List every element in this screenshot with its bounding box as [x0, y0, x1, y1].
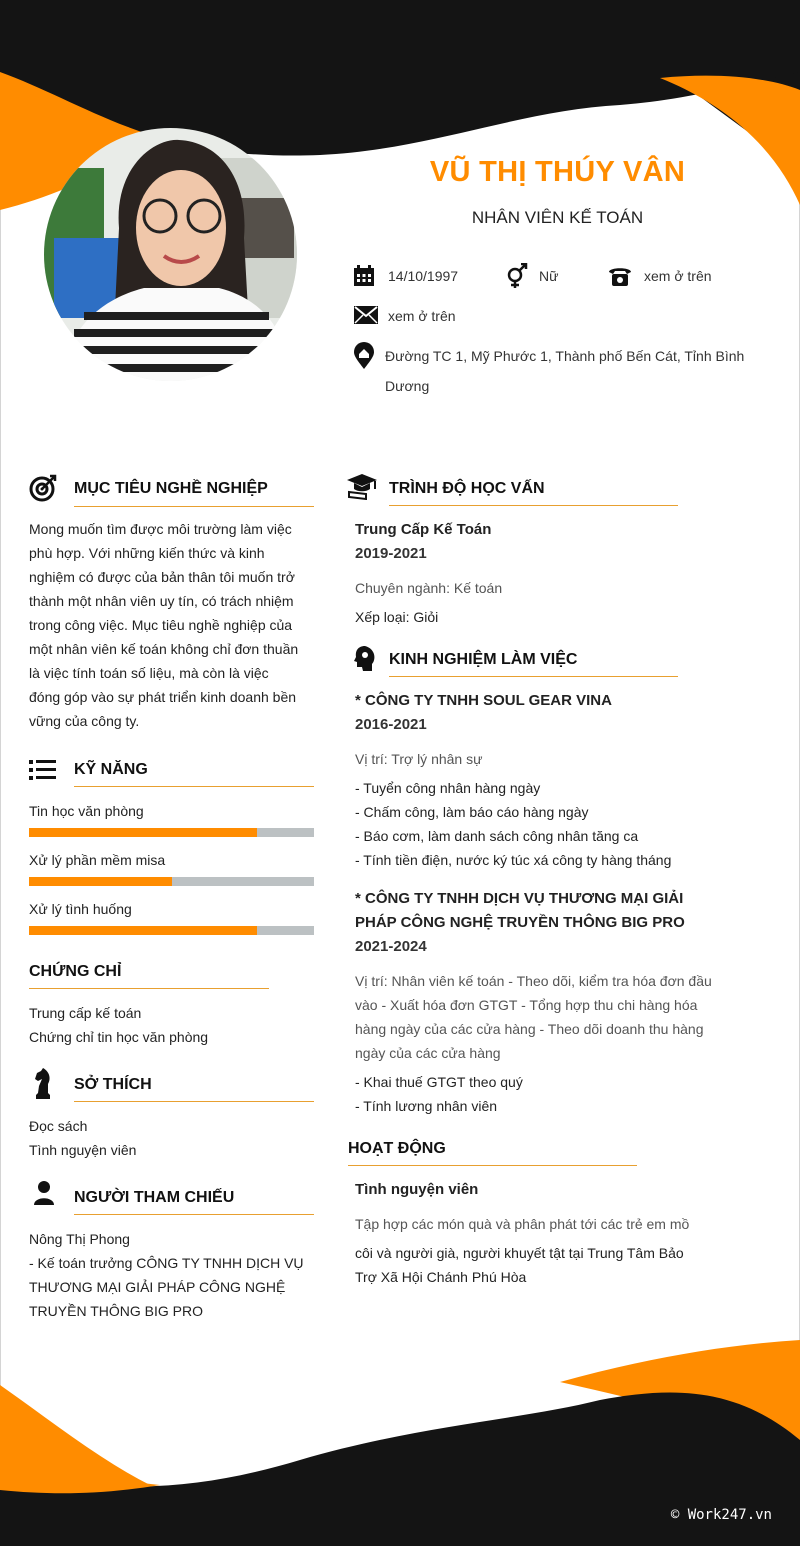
list-icon	[29, 759, 56, 781]
certificate-item: Chứng chỉ tin học văn phòng	[29, 1029, 209, 1045]
address-line-2: Dương	[385, 378, 430, 394]
phone: xem ở trên	[644, 268, 712, 284]
experience-heading: KINH NGHIỆM LÀM VIỆC	[389, 651, 578, 668]
activity-title: Tình nguyện viên	[355, 1181, 479, 1198]
education-major: Chuyên ngành: Kế toán	[355, 580, 503, 596]
education-years: 2019-2021	[355, 545, 427, 562]
person-icon	[33, 1180, 55, 1206]
gender: Nữ	[539, 268, 559, 284]
certificate-item: Trung cấp kế toán	[29, 1005, 142, 1021]
skill-bar-fill	[29, 877, 172, 886]
calendar-icon	[353, 265, 375, 287]
job-title: NHÂN VIÊN KẾ TOÁN	[471, 208, 644, 227]
email-icon	[354, 306, 378, 324]
birthdate: 14/10/1997	[388, 268, 459, 284]
skill-bar-fill	[29, 828, 257, 837]
references-underline	[74, 1214, 314, 1215]
profile-photo	[44, 128, 297, 381]
hobbies-underline	[74, 1101, 314, 1102]
job-position: Vị trí: Nhân viên kế toán - Theo dõi, kiểm tra hóa đơn đầu vào - Xuất hóa đơn GTGT - Tổng hợp thu chi hàng hóa hàng ngày của các cửa hàng - Theo dõi doanh thu hàng ngày của các cửa hàng	[355, 973, 712, 1061]
objective-heading: MỤC TIÊU NGHỀ NGHIỆP	[74, 480, 268, 497]
gender-icon	[505, 263, 529, 289]
activity-description-3: Trợ Xã Hội Chánh Phú Hòa	[355, 1269, 527, 1285]
address-line-1: Đường TC 1, Mỹ Phước 1, Thành phố Bến Cát, Tỉnh Bình	[385, 348, 745, 364]
chess-knight-icon	[33, 1067, 53, 1100]
reference-details: Nông Thị Phong - Kế toán trưởng CÔNG TY TNHH DỊCH VỤ THƯƠNG MẠI GIẢI PHÁP CÔNG NGHỆ TRUYỀN THÔNG BIG PRO	[29, 1231, 304, 1319]
activities-heading: HOẠT ĐỘNG	[348, 1140, 446, 1157]
graduation-cap-icon	[346, 472, 379, 500]
certificates-underline	[29, 988, 269, 989]
job-years: 2021-2024	[355, 938, 427, 955]
job-company: * CÔNG TY TNHH SOUL GEAR VINA	[355, 692, 612, 709]
skill-label: Xử lý phần mềm misa	[29, 852, 166, 868]
education-underline	[389, 505, 678, 506]
skills-underline	[74, 786, 314, 787]
skill-bar	[29, 926, 314, 935]
activities-underline	[348, 1165, 637, 1166]
skill-label: Tin học văn phòng	[29, 803, 144, 819]
hobby-item: Tình nguyện viên	[29, 1142, 137, 1158]
experience-underline	[389, 676, 678, 677]
candidate-name: VŨ THỊ THÚY VÂN	[429, 156, 686, 188]
location-icon	[353, 342, 375, 370]
certificates-heading: CHỨNG CHỈ	[29, 963, 122, 980]
job-tasks: - Khai thuế GTGT theo quý - Tính lương nhân viên	[355, 1074, 523, 1114]
job-years: 2016-2021	[355, 716, 427, 733]
activity-description-2: côi và người già, người khuyết tật tại Trung Tâm Bảo	[355, 1245, 684, 1261]
objective-text: Mong muốn tìm được môi trường làm việc phù hợp. Với những kiến thức và kinh nghiệm có được của bản thân tôi muốn trở thành một nhân viên uy tín, có trách nhiệm trong công việc. Mục tiêu nghề nghiệp của một nhân viên kế toán không chỉ đơn thuần là việc tính toán số liệu, mà còn là việc đóng góp vào sự phát triển kinh doanh bền vững của công ty.	[29, 521, 299, 729]
activity-description-1: Tập hợp các món quà và phân phát tới các trẻ em mồ	[355, 1216, 690, 1232]
job-position: Vị trí: Trợ lý nhân sự	[355, 751, 483, 767]
hobby-item: Đọc sách	[29, 1118, 88, 1134]
education-school: Trung Cấp Kế Toán	[355, 521, 492, 538]
skills-heading: KỸ NĂNG	[74, 761, 148, 778]
head-gear-icon	[353, 645, 377, 672]
education-grade: Xếp loại: Giỏi	[355, 609, 439, 625]
copyright-footer: © Work247.vn	[670, 1507, 772, 1523]
email: xem ở trên	[388, 308, 456, 324]
skill-label: Xử lý tình huống	[29, 901, 132, 917]
skill-bar-fill	[29, 926, 257, 935]
job-tasks: - Tuyển công nhân hàng ngày - Chấm công, làm báo cáo hàng ngày - Báo cơm, làm danh sách công nhân tăng ca - Tính tiền điện, nước ký túc xá công ty hàng tháng	[355, 780, 672, 868]
education-heading: TRÌNH ĐỘ HỌC VẤN	[389, 480, 545, 497]
objective-underline	[74, 506, 314, 507]
skill-bar	[29, 877, 314, 886]
target-icon	[29, 474, 57, 502]
references-heading: NGƯỜI THAM CHIẾU	[74, 1189, 235, 1206]
phone-icon	[608, 265, 632, 287]
job-company: * CÔNG TY TNHH DỊCH VỤ THƯƠNG MẠI GIẢI PHÁP CÔNG NGHỆ TRUYỀN THÔNG BIG PRO	[355, 890, 685, 931]
hobbies-heading: SỞ THÍCH	[74, 1076, 152, 1093]
skill-bar	[29, 828, 314, 837]
